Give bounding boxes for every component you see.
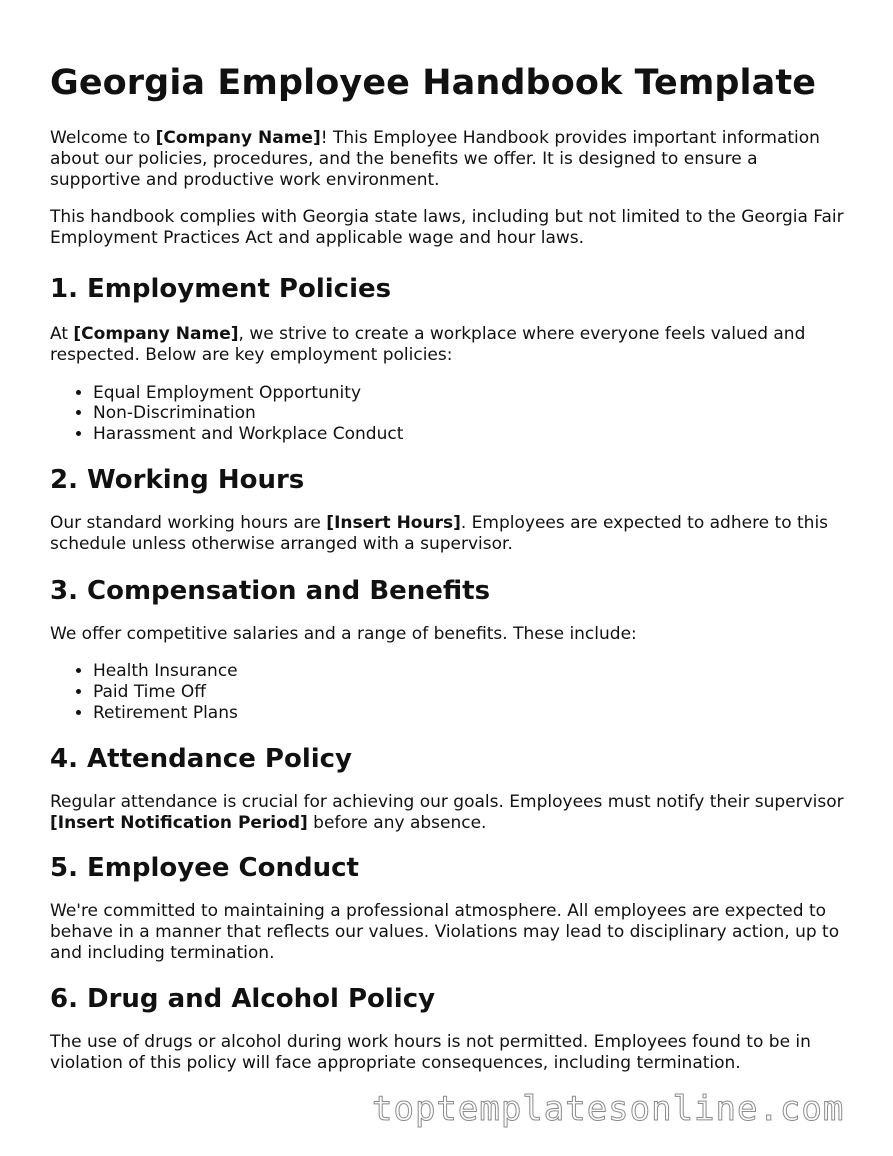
list-item: • Equal Employment Opportunity: [93, 383, 850, 404]
company-name-placeholder: [Company Name]: [73, 323, 239, 344]
section-paragraph-compensation-benefits: We offer competitive salaries and a range of benefits. These include:: [50, 623, 637, 644]
notification-period-placeholder: [Insert Notification Period]: [50, 812, 308, 833]
section-heading-working-hours: 2. Working Hours: [50, 464, 305, 495]
section-paragraph-employment-policies: At [Company Name], we strive to create a workplace where everyone feels valued and respected. Below are key employment policies:: [50, 323, 806, 365]
benefits-list: [50, 661, 850, 723]
section-heading-compensation-benefits: 3. Compensation and Benefits: [50, 575, 491, 606]
section-heading-attendance-policy: 4. Attendance Policy: [50, 743, 353, 774]
section-heading-drug-alcohol-policy: 6. Drug and Alcohol Policy: [50, 983, 436, 1014]
list-item: • Non-Discrimination: [93, 403, 850, 424]
intro-paragraph-2: This handbook complies with Georgia state laws, including but not limited to the Georgia Fair Employment Practices Act and applicable wage and hour laws.: [50, 207, 844, 249]
watermark: toptemplatesonline.com: [372, 1089, 845, 1129]
section-paragraph-employee-conduct: We're committed to maintaining a professional atmosphere. All employees are expected to behave in a manner that reflects our values. Violations may lead to disciplinary action, up to and including termination.: [50, 901, 840, 963]
intro-paragraph-1: Welcome to [Company Name]! This Employee Handbook provides important information about our policies, procedures, and the benefits we offer. It is designed to ensure a supportive and productive work environment.: [50, 128, 820, 190]
page-title: Georgia Employee Handbook Template: [50, 63, 817, 103]
section-heading-employment-policies: 1. Employment Policies: [50, 273, 392, 304]
company-name-placeholder: [Company Name]: [155, 128, 321, 148]
section-paragraph-working-hours: Our standard working hours are [Insert Hours]. Employees are expected to adhere to this schedule unless otherwise arranged with a supervisor.: [50, 512, 829, 554]
list-item: • Harassment and Workplace Conduct: [93, 424, 850, 445]
section-heading-employee-conduct: 5. Employee Conduct: [50, 853, 359, 884]
list-item: • Paid Time Off: [93, 682, 850, 703]
section-paragraph-attendance-policy: Regular attendance is crucial for achieving our goals. Employees must notify their supervisor [Insert Notification Period] before any absence.: [50, 791, 844, 833]
document-page: [50, 0, 850, 1073]
list-item: • Retirement Plans: [93, 703, 850, 724]
section-paragraph-drug-alcohol-policy: The use of drugs or alcohol during work hours is not permitted. Employees found to be in violation of this policy will face appropriate consequences, including termination.: [50, 1031, 811, 1073]
employment-policies-list: [50, 383, 850, 445]
hours-placeholder: [Insert Hours]: [326, 512, 461, 533]
list-item: • Health Insurance: [93, 661, 850, 682]
